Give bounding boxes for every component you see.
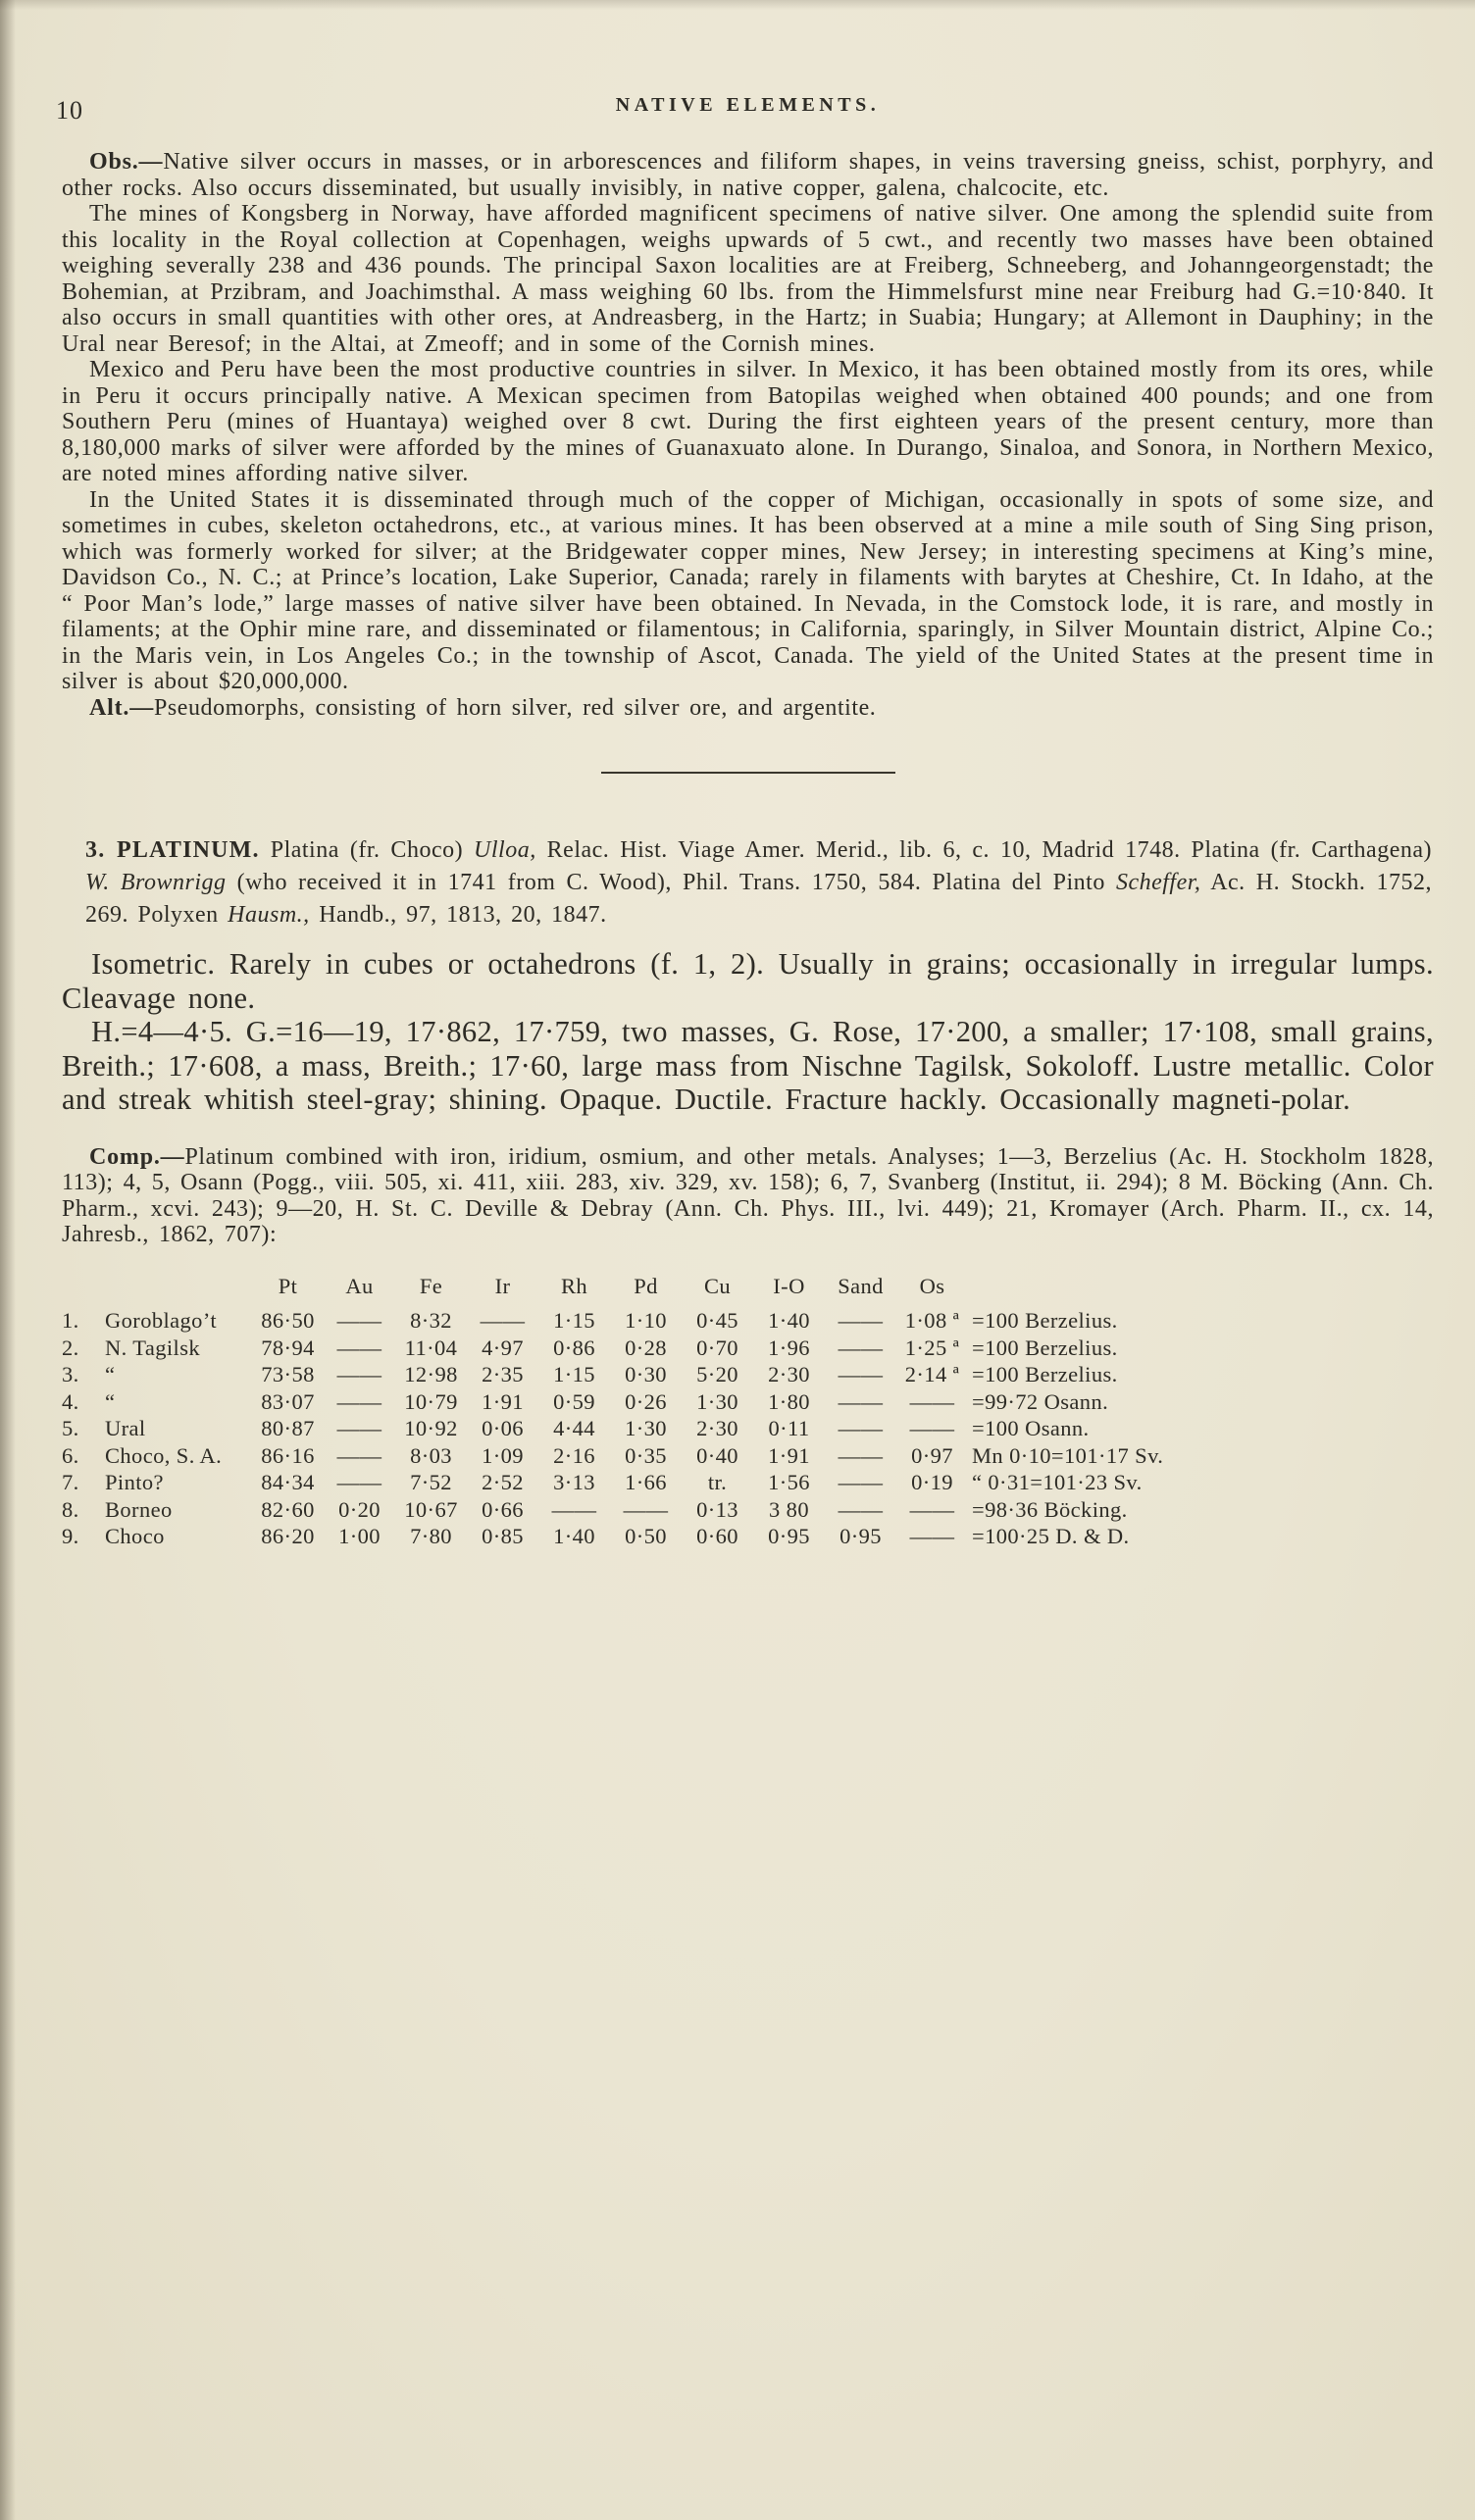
cell: 0·50 [625,1524,667,1549]
table-row [62,1416,1433,1443]
cell: 0·11 [768,1416,810,1441]
cell: —— [623,1496,669,1522]
column-header: I-O [773,1273,805,1298]
column-header: Ir [494,1273,511,1298]
cell: 7·80 [410,1524,452,1549]
cell: 0·35 [625,1442,667,1468]
row-number: 5. [62,1416,79,1441]
cell: 1·10 [625,1308,667,1334]
row-number: 3. [62,1362,79,1387]
alt-text: Pseudomorphs, consisting of horn silver, red silver ore, and argentite. [154,694,877,721]
total-note: Mn 0·10=101·17 Sv. [972,1442,1164,1468]
analyses-table [62,1274,1433,1551]
cell: 1·80 [768,1388,810,1414]
blank-header [103,1274,252,1308]
cell: 10·79 [404,1388,458,1414]
cell: 0·95 [768,1524,810,1549]
table-row [62,1470,1433,1497]
cell: 3 80 [769,1496,809,1522]
alt-label: Alt.— [89,694,154,721]
blank-header [968,1274,1433,1308]
obs-text: Native silver occurs in masses, or in arborescences and filiform shapes, in veins traversing gneiss, schist, porphyry, and other rocks. Also occurs disseminated, but usually invisibly, in native copper, galena, chalcocite, etc. [62,149,1434,201]
locality: Choco, S. A. [105,1442,223,1468]
cell: 86·50 [261,1308,315,1334]
cell: —— [336,1470,382,1495]
total-note: =98·36 Böcking. [972,1496,1128,1522]
cell: 82·60 [261,1496,315,1522]
cell: 0·20 [338,1496,381,1522]
citation-text: (who received it in 1741 from C. Wood), Phil. Trans. 1750, 584. Platina del Pinto [226,870,1116,895]
column-header: Rh [560,1273,588,1298]
united-states-paragraph: In the United States it is disseminated through much of the copper of Michigan, occasionally in spots of some size, and sometimes in cubes, skeleton octahedrons, etc., at various mines. It has been observed at a mine a mile south of Sing Sing prison, which was formerly worked for silver; at the Bridgewater copper mines, New Jersey; in interesting specimens at King’s mine, Davidson Co., N. C.; at Prince’s location, Lake Superior, Canada; rarely in filaments with barytes at Cheshire, Ct. In Idaho, at the “ Poor Man’s lode,” large masses of native silver have been obtained. In Nevada, in the Comstock lode, it is rare, and mostly in filaments; at the Ophir mine rare, and disseminated or filamentous; in California, sparingly, in Silver Mountain district, Alpine Co.; in the Maris vein, in Los Angeles Co.; in the township of Ascot, Canada. The yield of the United States at the present time in silver is about $20,000,000. [62,486,1434,694]
cell: 1·40 [553,1524,595,1549]
cell: —— [838,1388,884,1414]
cell: 4·44 [553,1416,595,1441]
cell: 1·25 ª [904,1335,960,1360]
mexico-peru-paragraph: Mexico and Peru have been the most productive countries in silver. In Mexico, it has been obtained mostly from its ores, while in Peru it occurs principally native. A Mexican specimen from Batopilas weighed when obtained 400 pounds; and one from Southern Peru (mines of Huantaya) weighed over 8 cwt. During the first eighteen years of the present century, more than 8,180,000 marks of silver were afforded by the mines of Guanaxuato alone. In Durango, Sinaloa, and Sonora, in Northern Mexico, are noted mines affording native silver. [62,357,1434,486]
cell: —— [838,1442,884,1468]
locality: Pinto? [105,1470,164,1495]
cell: 1·09 [482,1442,524,1468]
column-header: Au [345,1273,374,1298]
cell: 0·59 [553,1388,595,1414]
cell: 86·16 [261,1442,315,1468]
citation-text: Handb., 97, 1813, 20, 1847. [309,902,607,928]
platinum-heading [62,834,1434,932]
total-note: =99·72 Osann. [972,1388,1109,1414]
cell: 73·58 [261,1362,315,1387]
total-note: =100·25 D. & D. [972,1524,1130,1549]
cell: 2·30 [768,1362,810,1387]
cell: 1·15 [553,1362,595,1387]
cell: 0·60 [696,1524,738,1549]
locality: “ [105,1388,116,1414]
row-number: 7. [62,1470,79,1495]
cell: —— [336,1362,382,1387]
cell: —— [838,1362,884,1387]
row-number: 8. [62,1496,79,1522]
alt-paragraph [62,695,1434,722]
cell: 1·91 [482,1388,524,1414]
table-header-row [62,1274,1433,1308]
total-note: “ 0·31=101·23 Sv. [972,1470,1143,1495]
cell: 1·30 [625,1416,667,1441]
cell: 2·30 [696,1416,738,1441]
column-header: Sand [838,1273,884,1298]
cell: —— [336,1308,382,1334]
cell: —— [336,1416,382,1441]
table-row [62,1442,1433,1470]
cell: —— [838,1308,884,1334]
cell: 2·52 [482,1470,524,1495]
section-divider [601,772,895,774]
cell: 11·04 [404,1335,458,1360]
cell: —— [838,1416,884,1441]
kongsberg-paragraph: The mines of Kongsberg in Norway, have afforded magnificent specimens of native silver. One among the splendid suite from this locality in the Royal collection at Copenhagen, weighs upwards of 5 cwt., and recently two masses have been obtained weighing severally 238 and 436 pounds. The principal Saxon localities are at Freiberg, Schneeberg, and Johanngeorgenstadt; the Bohemian, at Przibram, and Joachimsthal. A mass weighing 60 lbs. from the Himmelsfurst mine near Freiburg had G.=10·840. It also occurs in small quantities with other ores, at Andreasberg, in the Hartz; in Suabia; Hungary; at Allemont in Dauphiny; in the Ural near Beresof; in the Altai, at Zmeoff; and in some of the Cornish mines. [62,201,1434,357]
comp-text: Platinum combined with iron, iridium, osmium, and other metals. Analyses; 1—3, Berzelius (Ac. H. Stockholm 1828, 113); 4, 5, Osann (Pogg., viii. 505, xi. 411, xiii. 283, xiv. 329, xv. 158); 6, 7, Svanberg (Institut, ii. 294); 8 M. Böcking (Ann. Ch. Pharm., xcvi. 243); 9—20, H. St. C. Deville & Debray (Ann. Ch. Phys. III., lvi. 449); 21, Kromayer (Arch. Pharm. II., cx. 14, Jahresb., 1862, 707): [62,1143,1434,1247]
cell: 12·98 [404,1362,458,1387]
cell: —— [838,1335,884,1360]
cell: 0·28 [625,1335,667,1360]
cell: 2·14 ª [904,1362,960,1387]
cell: 86·20 [261,1524,315,1549]
table-row [62,1308,1433,1336]
citation-text: Ac. H. Stockh. 1752, 269. Polyxen [85,870,1432,928]
total-note: =100 Berzelius. [972,1362,1118,1387]
running-head [56,94,1434,126]
cell: 0·70 [696,1335,738,1360]
cell: 2·35 [482,1362,524,1387]
cell: 78·94 [261,1335,315,1360]
row-number: 6. [62,1442,79,1468]
cell: 0·13 [696,1496,738,1522]
row-number: 9. [62,1524,79,1549]
table-row [62,1496,1433,1524]
comp-label: Comp.— [89,1143,185,1170]
obs-paragraph [62,149,1434,201]
cell: —— [336,1388,382,1414]
cell: —— [551,1496,597,1522]
cell: 1·56 [768,1470,810,1495]
citation-author: Scheffer, [1115,870,1201,895]
locality: N. Tagilsk [105,1335,201,1360]
locality: Borneo [105,1496,173,1522]
table-row [62,1388,1433,1416]
cell: 0·40 [696,1442,738,1468]
page-number: 10 [56,96,83,125]
citation-text: Relac. Hist. Viage Amer. Merid., lib. 6, c. 10, Madrid 1748. Platina (fr. Carthagena) [535,837,1433,863]
cell: 0·06 [482,1416,524,1441]
cell: 1·00 [338,1524,381,1549]
cell: 2·16 [553,1442,595,1468]
crystallography-paragraph: Isometric. Rarely in cubes or octahedrons (f. 1, 2). Usually in grains; occasionally in irregular lumps. Cleavage none. [62,947,1434,1015]
cell: 1·96 [768,1335,810,1360]
table-row [62,1335,1433,1362]
cell: 10·67 [404,1496,458,1522]
cell: 0·30 [625,1362,667,1387]
cell: —— [909,1388,955,1414]
cell: 1·91 [768,1442,810,1468]
cell: 1·40 [768,1308,810,1334]
cell: —— [838,1470,884,1495]
row-number: 2. [62,1335,79,1360]
cell: —— [838,1496,884,1522]
cell: 1·15 [553,1308,595,1334]
cell: 1·08 ª [904,1308,960,1334]
cell: —— [909,1524,955,1549]
citation-author: Ulloa, [474,837,536,863]
cell: tr. [707,1470,728,1495]
cell: 0·26 [625,1388,667,1414]
row-number: 4. [62,1388,79,1414]
table-row [62,1524,1433,1551]
locality: Choco [105,1524,165,1549]
cell: 0·95 [839,1524,882,1549]
physical-properties-paragraph: H.=4—4·5. G.=16—19, 17·862, 17·759, two masses, G. Rose, 17·200, a smaller; 17·108, small grains, Breith.; 17·608, a mass, Breith.; 17·60, large mass from Nischne Tagilsk, Sokoloff. Lustre metallic. Color and streak whitish steel-gray; shining. Opaque. Ductile. Fracture hackly. Occasionally magneti-polar. [62,1015,1434,1116]
total-note: =100 Osann. [972,1416,1090,1441]
running-title: NATIVE ELEMENTS. [615,94,881,116]
cell: 0·66 [482,1496,524,1522]
comp-paragraph [62,1144,1434,1248]
cell: 7·52 [410,1470,452,1495]
column-header: Cu [703,1273,732,1298]
cell: 3·13 [553,1470,595,1495]
cell: 0·19 [911,1470,953,1495]
cell: —— [336,1335,382,1360]
citation-author: W. Brownrigg [85,870,227,895]
cell: 10·92 [404,1416,458,1441]
cell: 5·20 [696,1362,738,1387]
cell: —— [480,1308,526,1334]
citation-text: Platina (fr. Choco) [270,837,475,863]
cell: 1·66 [625,1470,667,1495]
cell: 8·32 [410,1308,452,1334]
cell: 0·97 [911,1442,953,1468]
cell: 4·97 [482,1335,524,1360]
cell: 8·03 [410,1442,452,1468]
cell: 0·86 [553,1335,595,1360]
cell: —— [909,1496,955,1522]
cell: 80·87 [261,1416,315,1441]
cell: 0·45 [696,1308,738,1334]
cell: 83·07 [261,1388,315,1414]
locality: Ural [105,1416,146,1441]
citation-author: Hausm., [228,902,310,928]
column-header: Pd [634,1273,658,1298]
table-row [62,1362,1433,1389]
locality: Goroblago’t [105,1308,217,1334]
row-number: 1. [62,1308,79,1334]
cell: —— [909,1416,955,1441]
obs-label: Obs.— [89,149,164,175]
column-header: Fe [419,1273,443,1298]
blank-header [62,1274,103,1308]
species-title: 3. PLATINUM. [85,837,260,863]
cell: 0·85 [482,1524,524,1549]
cell: 84·34 [261,1470,315,1495]
total-note: =100 Berzelius. [972,1335,1118,1360]
cell: 1·30 [696,1388,738,1414]
total-note: =100 Berzelius. [972,1308,1118,1334]
column-header: Pt [278,1273,298,1298]
column-header: Os [919,1273,945,1298]
locality: “ [105,1362,116,1387]
cell: —— [336,1442,382,1468]
